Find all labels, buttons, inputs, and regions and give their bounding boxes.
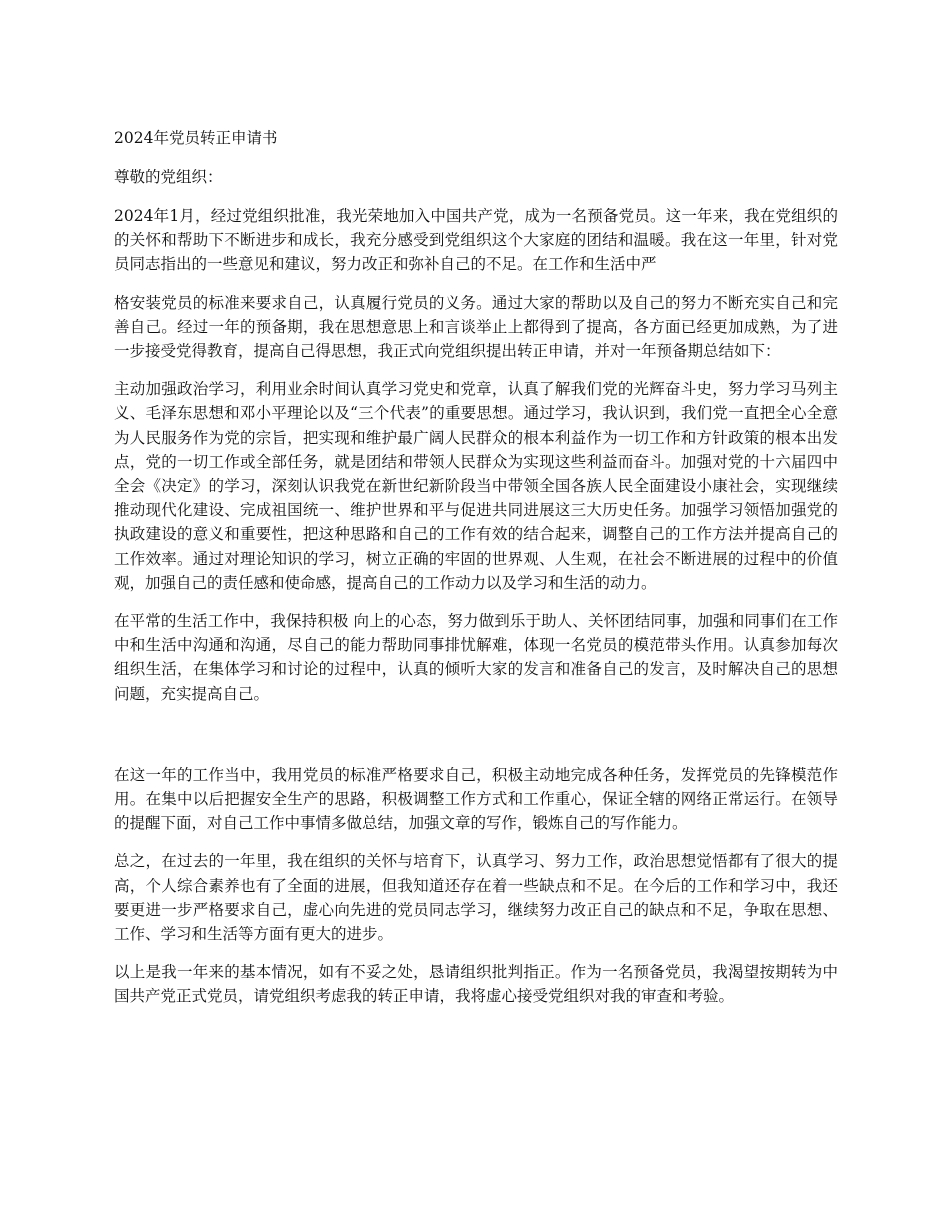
paragraph-political-study: 主动加强政治学习，利用业余时间认真学习党史和党章，认真了解我们党的光辉奋斗史，努力学习马列主义、毛泽东思想和邓小平理论以及“三个代表”的重要思想。通过学习，我认识到，我们党一直把全心全意为人民服务作为党的宗旨，把实现和维护最广阔人民群众的根本利益作为一切工作和方针政策的根本出发点，党的一切工作或全部任务，就是团结和带领人民群众为实现这些利益而奋斗。加强对党的十六届四中全会《决定》的学习，深刻认识我党在新世纪新阶段当中带领全国各族人民全面建设小康社会，实现继续推动现代化建设、完成祖国统一、维护世界和平与促进共同进展这三大历史任务。加强学习领悟加强党的执政建设的意义和重要性，把这种思路和自己的工作有效的结合起来，调整自己的工作方法并提高自己的工作效率。通过对理论知识的学习，树立正确的牢固的世界观、人生观，在社会不断进展的过程中的价值观，加强自己的责任感和使命感，提高自己的工作动力以及学习和生活的动力。 <box>114 380 838 592</box>
paragraph-intro: 2024年1月，经过党组织批准，我光荣地加入中国共产党，成为一名预备党员。这一年来，我在党组织的的关怀和帮助下不断进步和成长，我充分感受到党组织这个大家庭的团结和温暖。我在这一年里，针对党员同志指出的一些意见和建议，努力改正和弥补自己的不足。在工作和生活中严 <box>114 207 838 274</box>
paragraph-work: 在这一年的工作当中，我用党员的标准严格要求自己，积极主动地完成各种任务，发挥党员的先锋模范作用。在集中以后把握安全生产的思路，积极调整工作方式和工作重心，保证全辖的网络正常运行。在领导的提醒下面，对自己工作中事情多做总结，加强文章的写作，锻炼自己的写作能力。 <box>114 765 838 833</box>
paragraph-continuation: 格安装党员的标准来要求自己，认真履行党员的义务。通过大家的帮助以及自己的努力不断充实自己和完善自己。经过一年的预备期，我在思想意思上和言谈举止上都得到了提高，各方面已经更加成熟，为了进一步接受党得教育，提高自己得思想，我正式向党组织提出转正申请，并对一年预备期总结如下： <box>114 293 838 361</box>
salutation: 尊敬的党组织： <box>114 168 223 186</box>
paragraph-summary: 总之，在过去的一年里，我在组织的关怀与培育下，认真学习、努力工作，政治思想觉悟都有了很大的提高，个人综合素养也有了全面的进展，但我知道还存在着一些缺点和不足。在今后的工作和学习中，我还要更进一步严格要求自己，虚心向先进的党员同志学习，继续努力改正自己的缺点和不足，争取在思想、工作、学习和生活等方面有更大的进步。 <box>114 852 838 944</box>
blank-gap <box>114 720 838 763</box>
document-title: 2024年党员转正申请书 <box>114 129 278 147</box>
paragraph-daily-life: 在平常的生活工作中，我保持积极 向上的心态，努力做到乐于助人、关怀团结同事，加强和同事们在工作中和生活中沟通和沟通，尽自己的能力帮助同事排忧解难，体现一名党员的模范带头作用。认真参加每次组织生活，在集体学习和讨论的过程中，认真的倾听大家的发言和准备自己的发言，及时解决自己的思想问题，充实提高自己。 <box>114 612 838 703</box>
paragraph-closing: 以上是我一年来的基本情况，如有不妥之处，恳请组织批判指正。作为一名预备党员，我渴望按期转为中国共产党正式党员，请党组织考虑我的转正申请，我将虚心接受党组织对我的审查和考验。 <box>114 963 838 1006</box>
